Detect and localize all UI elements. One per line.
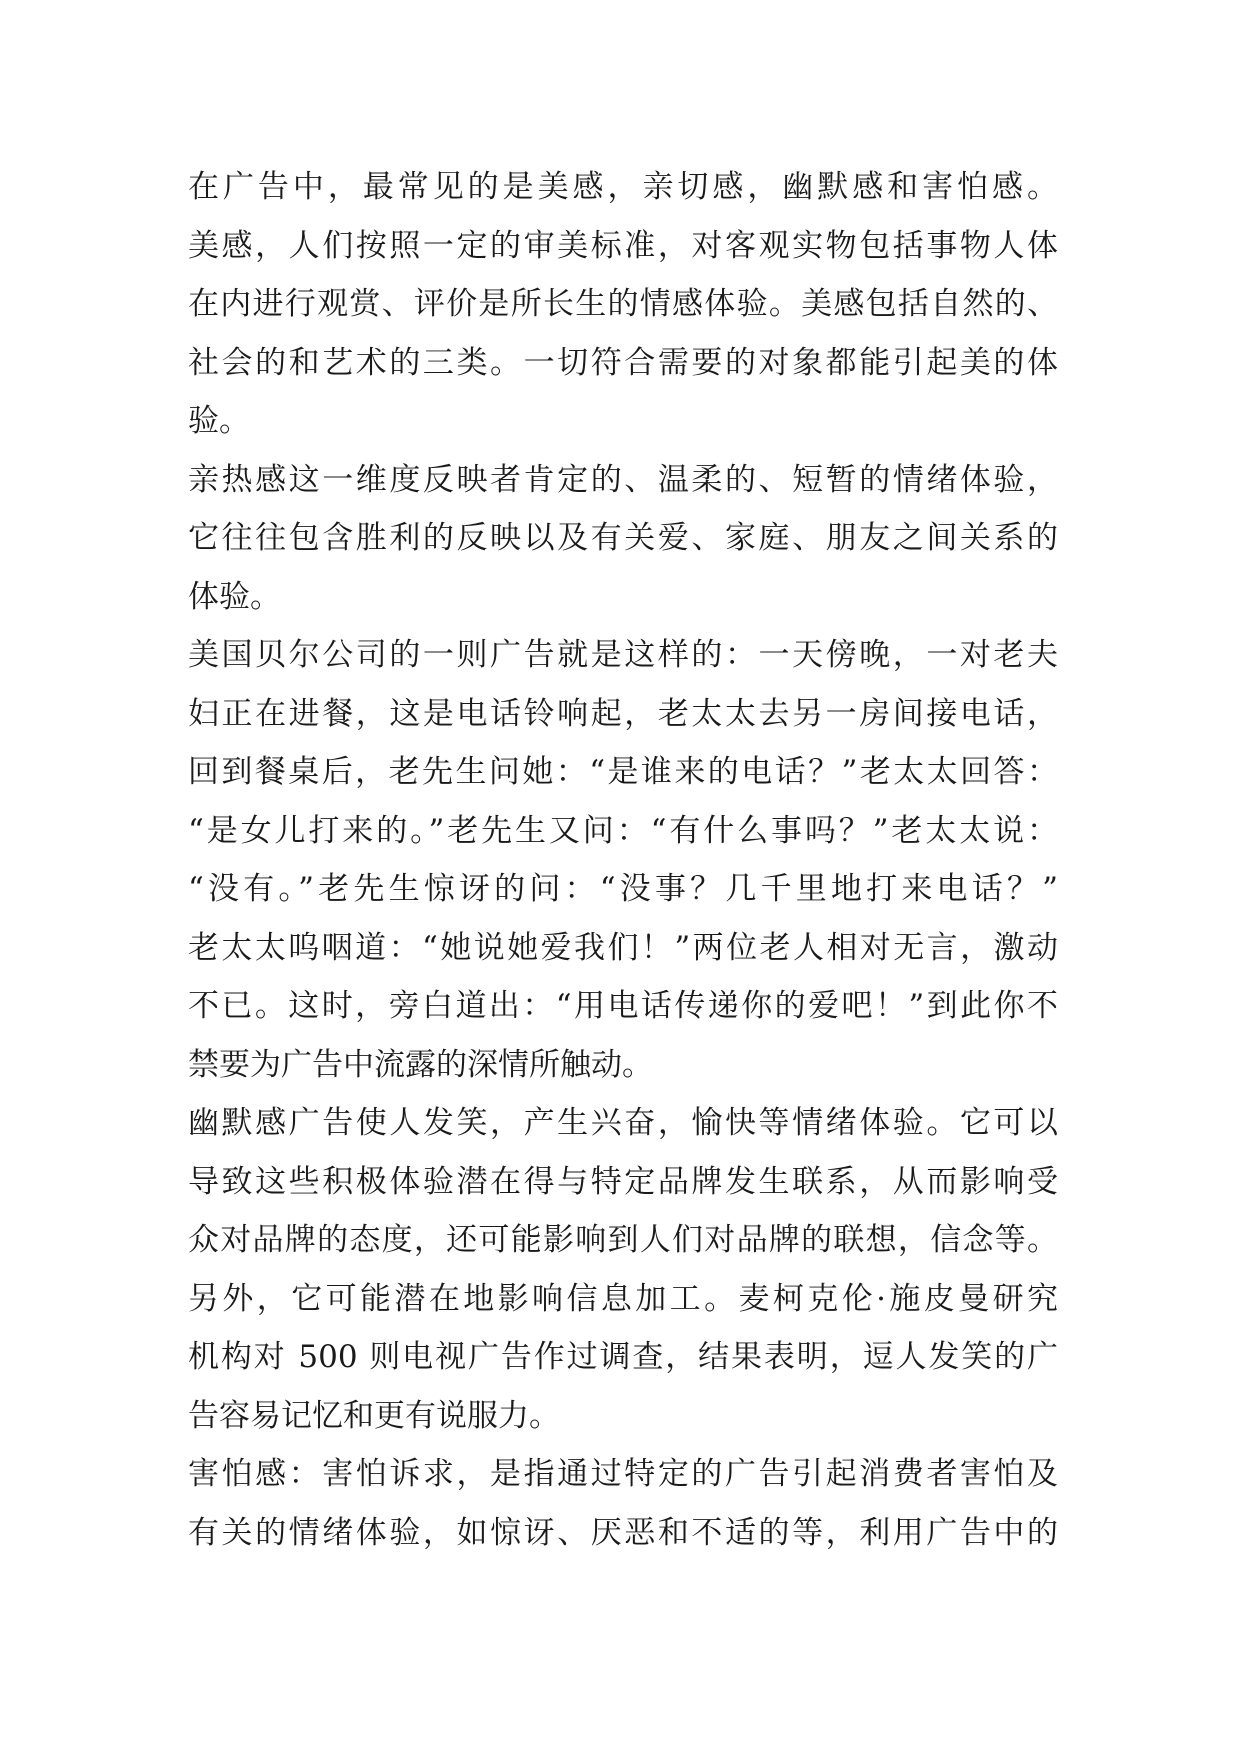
text-line: “是女儿打来的。”老先生又问：“有什么事吗？”老太太说： (188, 812, 1058, 849)
text-line: 幽默感广告使人发笑，产生兴奋，愉快等情绪体验。它可以 (188, 1105, 1058, 1141)
text-line: 机构对 500 则电视广告作过调查，结果表明，逗人发笑的广 (188, 1339, 1058, 1375)
text-line: 老太太呜咽道：“她说她爱我们！”两位老人相对无言，激动 (188, 929, 1058, 966)
text-line: 导致这些积极体验潜在得与特定品牌发生联系，从而影响受 (188, 1163, 1058, 1200)
text-line: 它往往包含胜利的反映以及有关爱、家庭、朋友之间关系的 (188, 520, 1058, 556)
text-line: 众对品牌的态度，还可能影响到人们对品牌的联想，信念等。 (188, 1222, 1058, 1258)
text-line: 害怕感：害怕诉求，是指通过特定的广告引起消费者害怕及 (188, 1456, 1058, 1492)
text-line: 美感，人们按照一定的审美标准，对客观实物包括事物人体 (188, 227, 1058, 264)
text-line: 有关的情绪体验，如惊讶、厌恶和不适的等，利用广告中的 (188, 1514, 1058, 1551)
text-line: 在广告中，最常见的是美感，亲切感，幽默感和害怕感。 (188, 169, 1058, 205)
text-line: 美国贝尔公司的一则广告就是这样的：一天傍晚，一对老夫 (188, 637, 1058, 673)
text-line: 妇正在进餐，这是电话铃响起，老太太去另一房间接电话， (188, 695, 1058, 732)
text-line: 在内进行观赏、评价是所长生的情感体验。美感包括自然的、 (188, 286, 1058, 322)
text-line: 亲热感这一维度反映者肯定的、温柔的、短暂的情绪体验， (188, 461, 1058, 498)
text-line: 体验。 (188, 578, 281, 615)
text-line: 回到餐桌后，老先生问她：“是谁来的电话？”老太太回答： (188, 754, 1058, 790)
text-line: 另外，它可能潜在地影响信息加工。麦柯克伦·施皮曼研究 (188, 1280, 1058, 1317)
text-line: 不已。这时，旁白道出：“用电话传递你的爱吧！”到此你不 (188, 988, 1058, 1024)
text-line: 告容易记忆和更有说服力。 (188, 1397, 560, 1434)
text-line: “没有。”老先生惊讶的问：“没事？几千里地打来电话？” (188, 871, 1058, 907)
text-line: 禁要为广告中流露的深情所触动。 (188, 1046, 653, 1083)
text-line: 验。 (188, 403, 250, 439)
document-body (188, 158, 1058, 1562)
text-line: 社会的和艺术的三类。一切符合需要的对象都能引起美的体 (188, 344, 1058, 381)
